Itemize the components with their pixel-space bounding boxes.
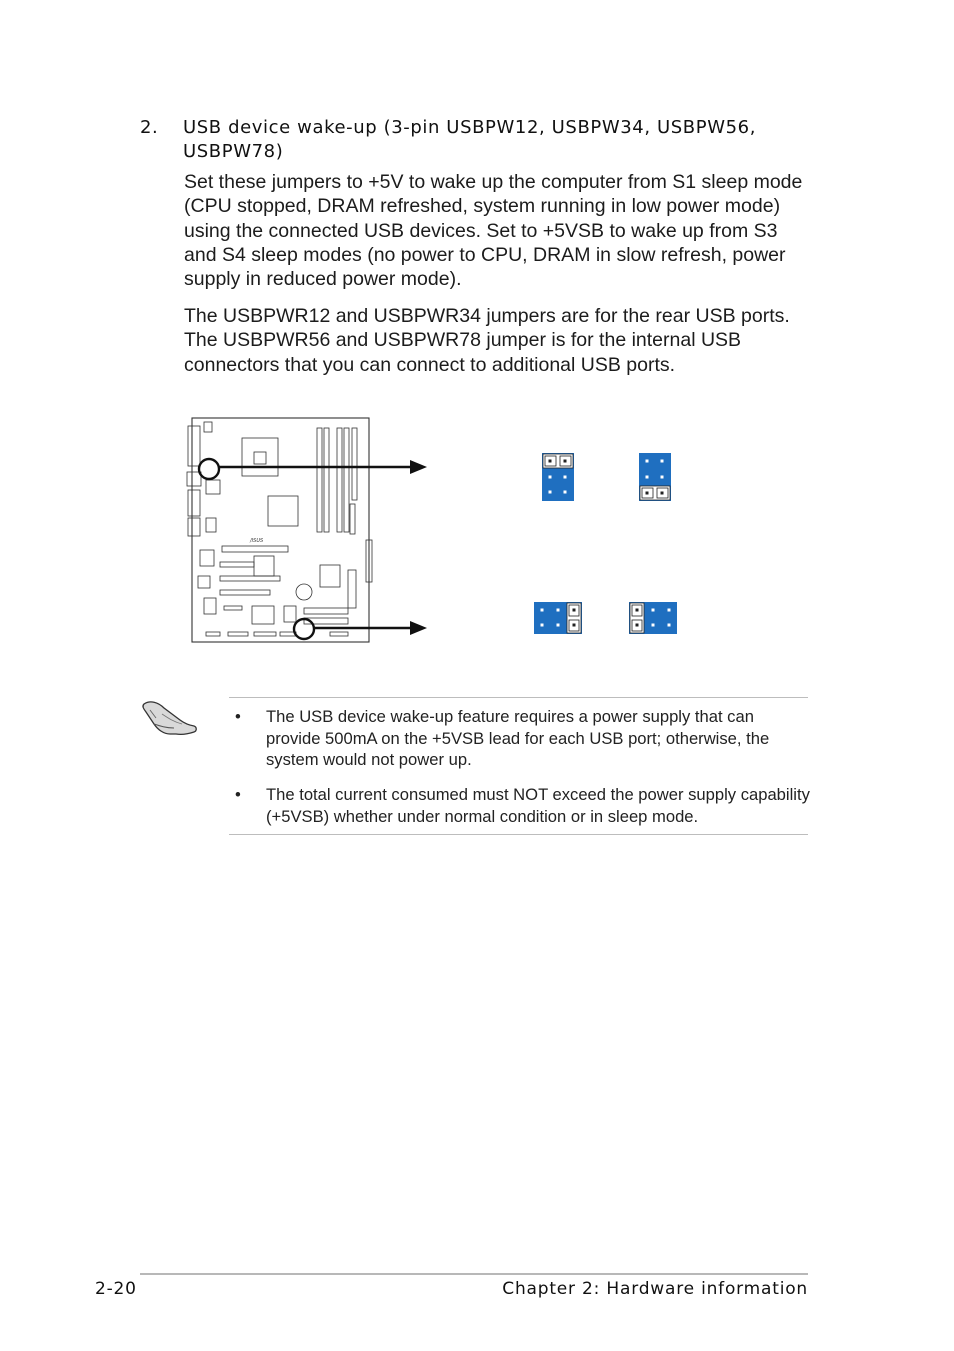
bullet: • [235, 707, 241, 726]
note-box [229, 697, 808, 835]
leader-arrow-top [219, 460, 427, 474]
board-logo: /ISUS [250, 538, 264, 544]
section-heading [140, 116, 780, 164]
note-text: The USB device wake-up feature requires a power supply that can provide 500mA on the +5VSB lead for each USB port; otherwise, the system would not power up. [266, 707, 770, 769]
jumper-horizontal-pins-1-2 [534, 602, 582, 634]
jumper-location-figure [184, 410, 704, 650]
leader-arrow-bottom [314, 621, 427, 635]
motherboard-layout [187, 418, 372, 642]
usbpw12-34-location-marker [199, 459, 219, 479]
note-text: The total current consumed must NOT exceed the power supply capability (+5VSB) whether under normal condition or in sleep mode. [266, 785, 810, 826]
note-item-2 [235, 784, 811, 827]
motherboard-diagram [184, 410, 704, 650]
footer-divider [140, 1273, 808, 1275]
description-paragraph-2: The USBPWR12 and USBPWR34 jumpers are for the rear USB ports. The USBPWR56 and USBPWR78 jumper is for the internal USB connectors that you can connect to additional USB ports. [184, 305, 790, 376]
description-paragraph-1: Set these jumpers to +5V to wake up the computer from S1 sleep mode (CPU stopped, DRAM refreshed, system running in low power mode) using the connected USB devices. Set to +5VSB to wake up from S3 and S4 sleep modes (no power to CPU, DRAM in slow refresh, power supply in reduced power mode). [184, 171, 803, 291]
jumper-vertical-pins-2-3 [639, 453, 671, 501]
section-title: USB device wake-up (3-pin USBPW12, USBPW34, USBPW56, USBPW78) [183, 117, 757, 162]
note-item-1 [235, 706, 811, 771]
jumper-horizontal-pins-2-3 [629, 602, 677, 634]
chapter-title: Chapter 2: Hardware information [502, 1279, 808, 1299]
section-number: 2. [140, 117, 159, 138]
bullet: • [235, 785, 241, 804]
page-number: 2-20 [95, 1279, 137, 1299]
jumper-vertical-pins-1-2 [542, 453, 574, 501]
hand-note-icon [140, 694, 200, 742]
